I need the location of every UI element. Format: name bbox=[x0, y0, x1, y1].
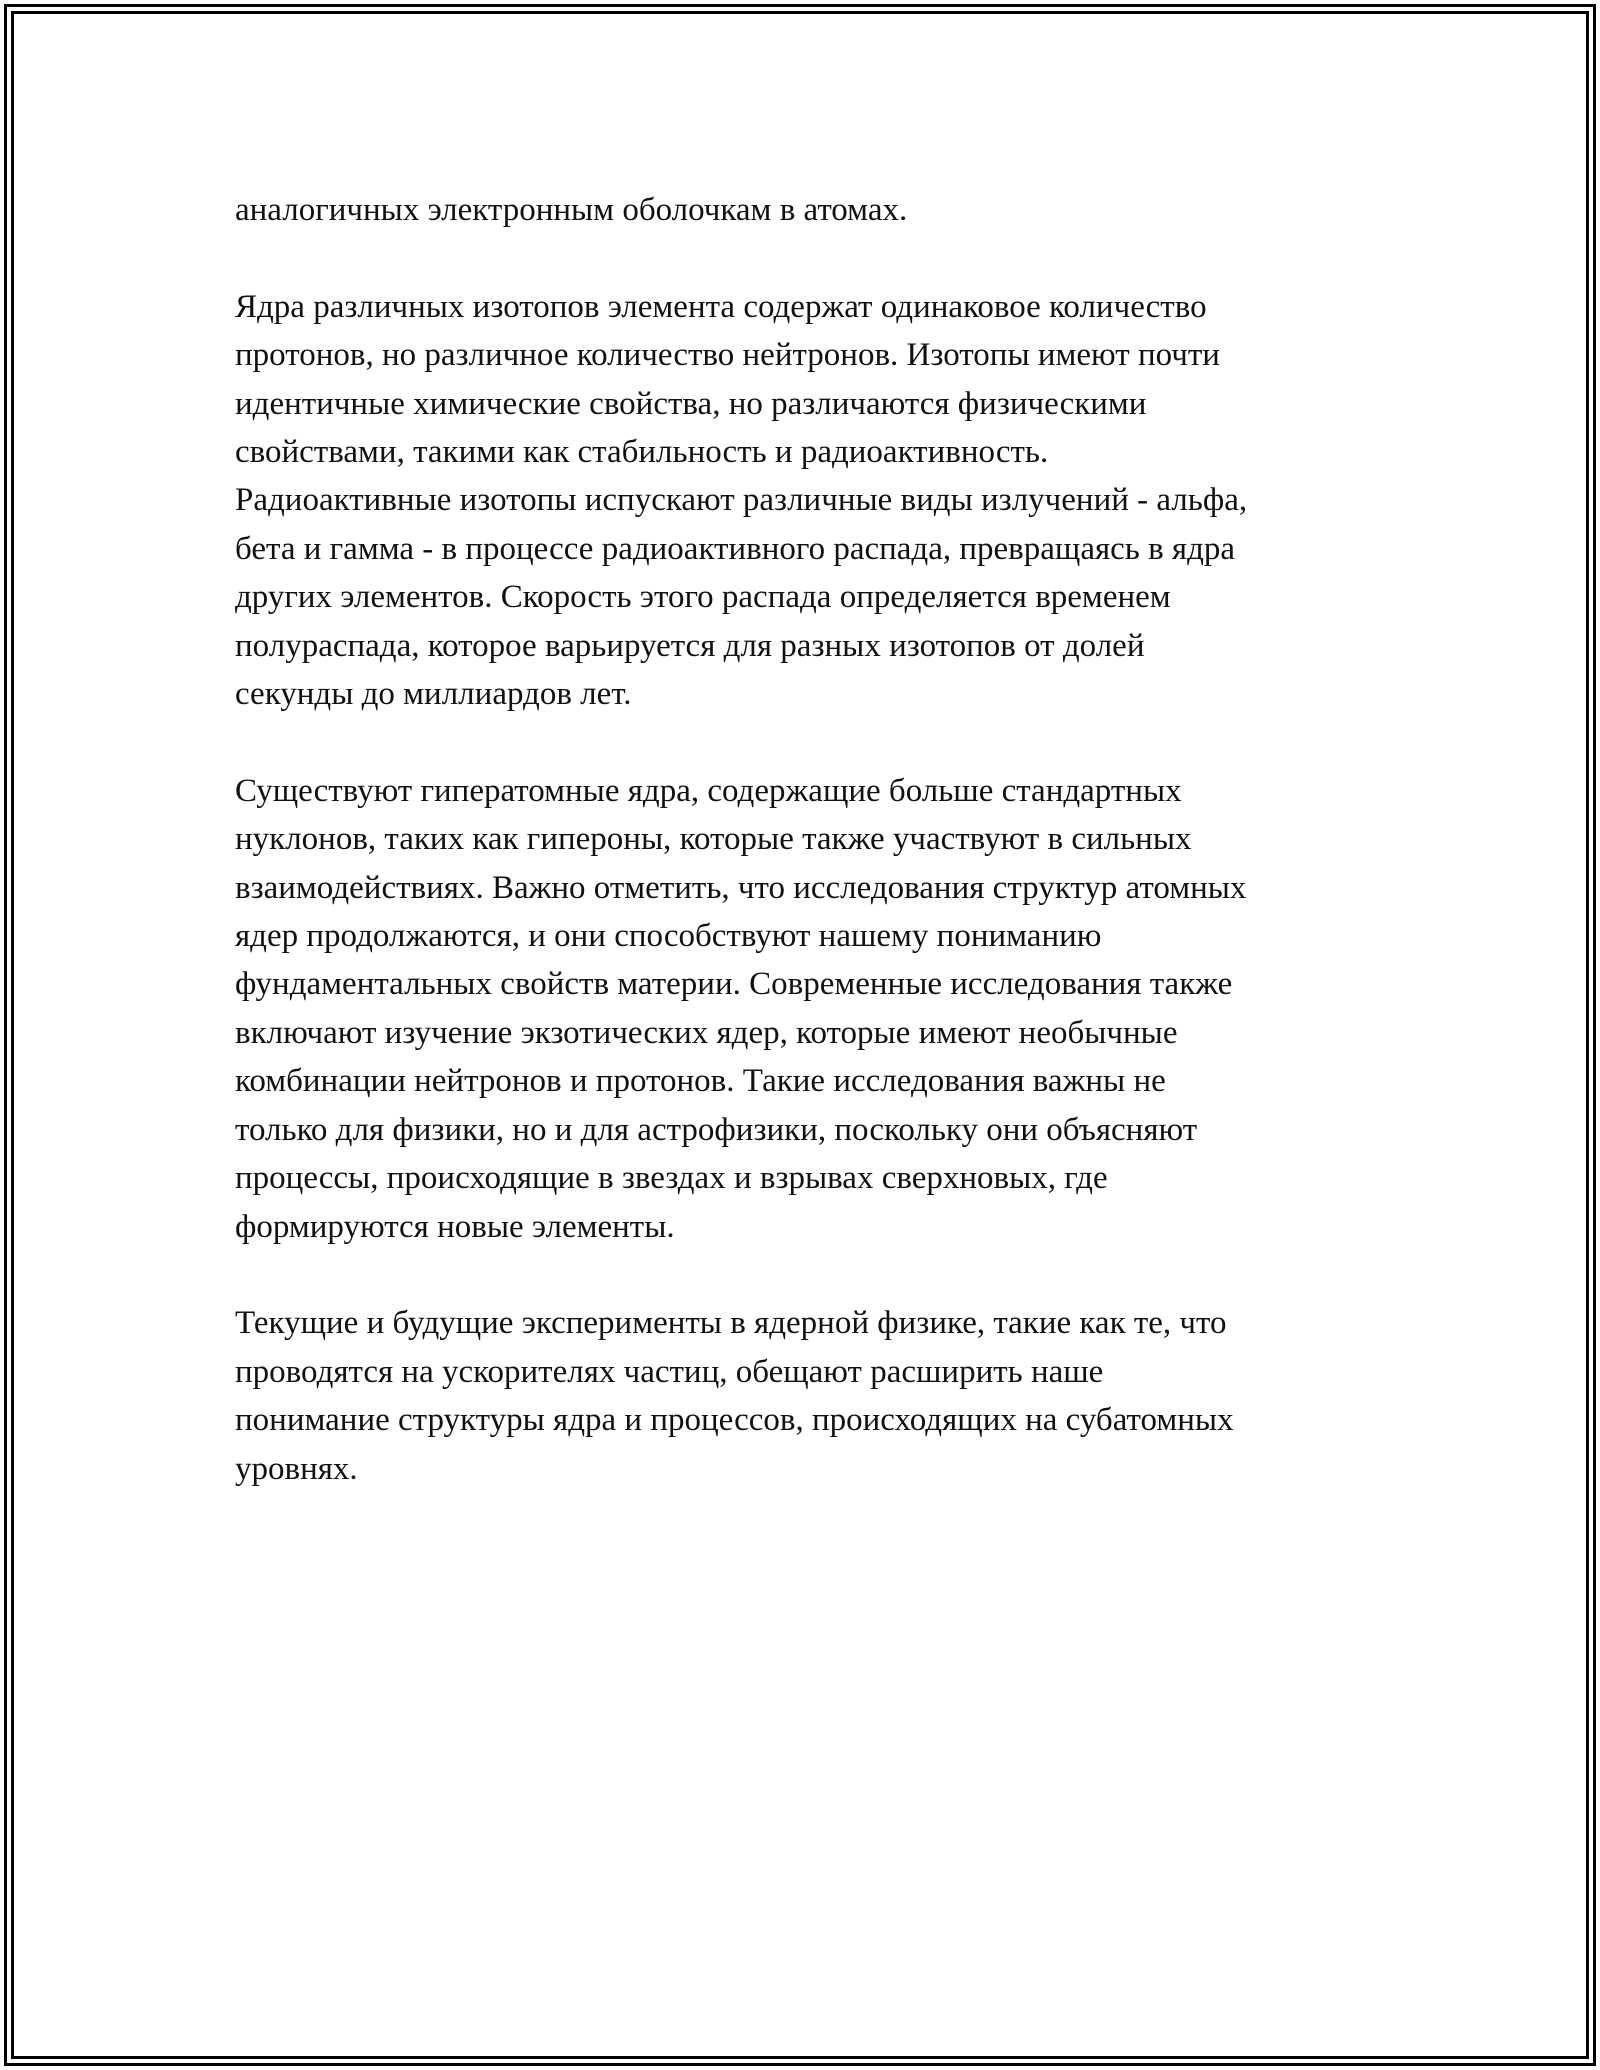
paragraph-atom-shells: аналогичных электронным оболочкам в атомах. bbox=[235, 192, 908, 228]
paragraph-isotopes: Ядра различных изотопов элемента содержат одинаковое количество протонов, но различное количество нейтронов. Изотопы имеют почти идентичные химические свойства, но различаются физическими свойствами, такими как стабильность и радиоактивность. Радиоактивные изотопы испускают различные виды излучений - альфа, бета и гамма - в процессе радиоактивного распада, превращаясь в ядра других элементов. Скорость этого распада определяется временем полураспада, которое варьируется для разных изотопов от долей секунды до миллиардов лет. bbox=[235, 288, 1248, 713]
paragraph-experiments: Текущие и будущие эксперименты в ядерной физике, такие как те, что проводятся на ускорителях частиц, обещают расширить наше понимание структуры ядра и процессов, происходящих на субатомных уровнях. bbox=[235, 1305, 1234, 1487]
paragraph-hypernuclei: Существуют гиператомные ядра, содержащие больше стандартных нуклонов, таких как гипероны, которые также участвуют в сильных взаимодействиях. Важно отметить, что исследования структур атомных ядер продолжаются, и они способствуют нашему пониманию фундаментальных свойств материи. Современные исследования также включают изучение экзотических ядер, которые имеют необычные комбинации нейтронов и протонов. Такие исследования важны не только для физики, но и для астрофизики, поскольку они объясняют процессы, происходящие в звездах и взрывах сверхновых, где формируются новые элементы. bbox=[235, 772, 1247, 1245]
document-body bbox=[235, 186, 1375, 1493]
